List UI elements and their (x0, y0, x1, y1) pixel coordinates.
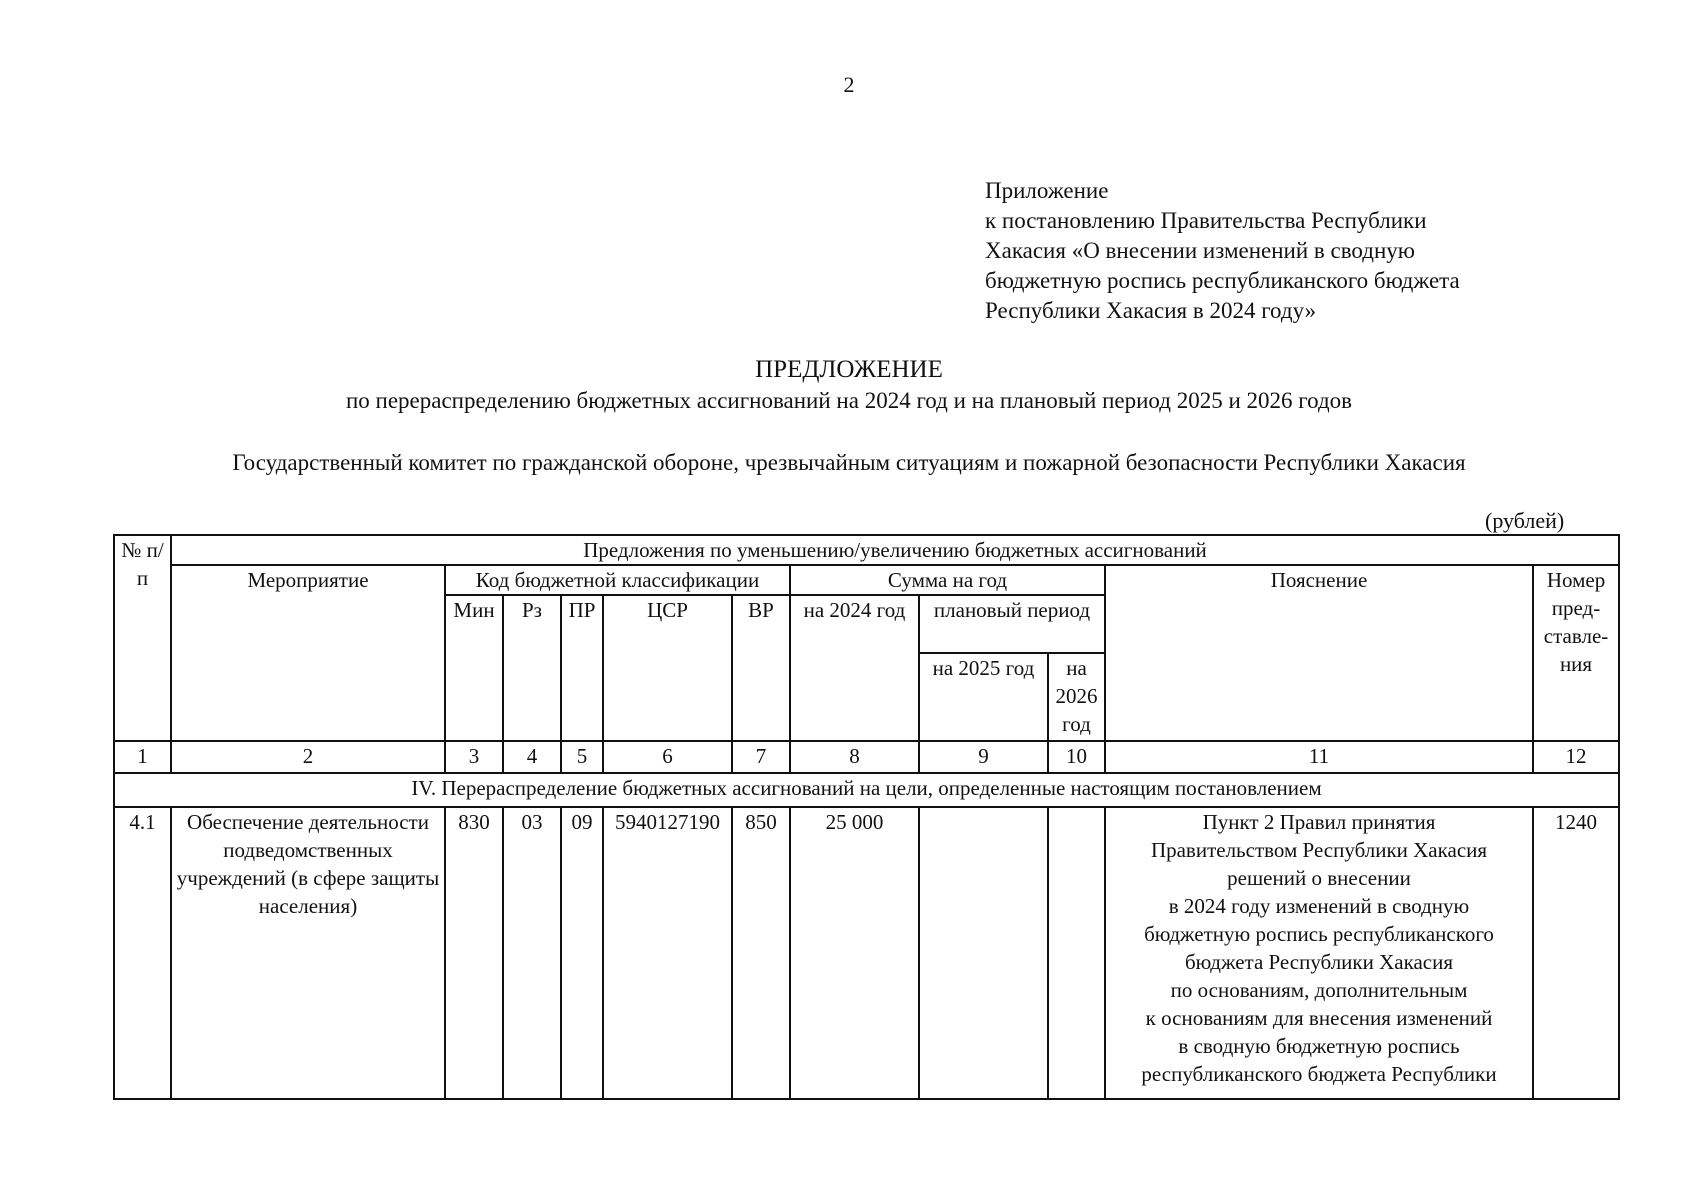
header-sum: Сумма на год (790, 565, 1105, 595)
section-title: IV. Перераспределение бюджетных ассигнований на цели, определенные настоящим постановлением (114, 773, 1619, 807)
column-number: 5 (561, 741, 603, 773)
appendix-line: Приложение (985, 178, 1109, 203)
explanation-line: в 2024 году изменений в сводную (1168, 894, 1470, 918)
appendix-line: Хакасия «О внесении изменений в сводную (985, 238, 1415, 263)
column-number: 6 (603, 741, 732, 773)
header-plan-period: плановый период (919, 595, 1105, 653)
row-event: Обеспечение деятельности подведомственных учреждений (в сфере защиты населения) (171, 807, 445, 1099)
explanation-line: в сводную бюджетную роспись (1178, 1034, 1460, 1058)
explanation-line: решений о внесении (1227, 866, 1411, 890)
header-2025: на 2025 год (919, 653, 1048, 741)
row-num: 4.1 (114, 807, 171, 1099)
explanation-line: по основаниям, дополнительным (1170, 978, 1468, 1002)
section-row (114, 773, 1619, 807)
header-code: Код бюджетной классификации (445, 565, 790, 595)
row-explanation (1105, 807, 1533, 1099)
row-min: 830 (445, 807, 503, 1099)
column-number: 1 (114, 741, 171, 773)
document-subtitle: по перераспределению бюджетных ассигнований на 2024 год и на плановый период 2025 и 2026 годов (345, 388, 1353, 413)
appendix-line: бюджетную роспись республиканского бюджета (985, 268, 1460, 293)
explanation-line: бюджета Республики Хакасия (1184, 950, 1454, 974)
header-explanation: Пояснение (1105, 565, 1533, 741)
header-proposals: Предложения по уменьшению/увеличению бюджетных ассигнований (171, 535, 1619, 565)
appendix-line: к постановлению Правительства Республики (985, 208, 1427, 233)
row-2026 (1048, 807, 1105, 1099)
header-rep-number: Номер пред-ставле-ния (1533, 565, 1619, 741)
column-number: 8 (790, 741, 919, 773)
column-number: 9 (919, 741, 1048, 773)
organization-name: Государственный комитет по гражданской обороне, чрезвычайным ситуациям и пожарной безопасности Республики Хакасия (232, 450, 1466, 475)
explanation-line: к основаниям для внесения изменений (1145, 1006, 1493, 1030)
column-number: 10 (1048, 741, 1105, 773)
units-label: (рублей) (1485, 508, 1565, 533)
explanation-line: республиканского бюджета Республики (1141, 1062, 1497, 1086)
header-event: Мероприятие (171, 565, 445, 741)
header-min: Мин (445, 595, 503, 741)
budget-table (113, 534, 1620, 1100)
column-number: 3 (445, 741, 503, 773)
header-rz: Рз (503, 595, 561, 741)
header-2026: на 2026 год (1048, 653, 1105, 741)
column-number-row (114, 741, 1619, 773)
header-2024: на 2024 год (790, 595, 919, 741)
header-vr: ВР (732, 595, 790, 741)
row-rep-number: 1240 (1533, 807, 1619, 1099)
row-2025 (919, 807, 1048, 1099)
header-pr: ПР (561, 595, 603, 741)
explanation-line: бюджетную роспись республиканского (1144, 922, 1494, 946)
header-num: № п/п (114, 535, 171, 741)
column-number: 2 (171, 741, 445, 773)
appendix-line: Республики Хакасия в 2024 году» (985, 298, 1317, 323)
table-row (114, 807, 1619, 1099)
row-vr: 850 (732, 807, 790, 1099)
column-number: 11 (1105, 741, 1533, 773)
header-row (114, 535, 1619, 565)
explanation-line: Пункт 2 Правил принятия (1202, 810, 1436, 834)
column-number: 4 (503, 741, 561, 773)
row-2024: 25 000 (790, 807, 919, 1099)
column-number: 12 (1533, 741, 1619, 773)
row-rz: 03 (503, 807, 561, 1099)
row-pr: 09 (561, 807, 603, 1099)
page-number: 2 (843, 72, 855, 97)
header-row (114, 565, 1619, 595)
explanation-line: Правительством Республики Хакасия (1150, 838, 1488, 862)
document-title: ПРЕДЛОЖЕНИЕ (755, 356, 943, 383)
header-csr: ЦСР (603, 595, 732, 741)
appendix-block (985, 176, 1460, 326)
column-number: 7 (732, 741, 790, 773)
row-csr: 5940127190 (603, 807, 732, 1099)
